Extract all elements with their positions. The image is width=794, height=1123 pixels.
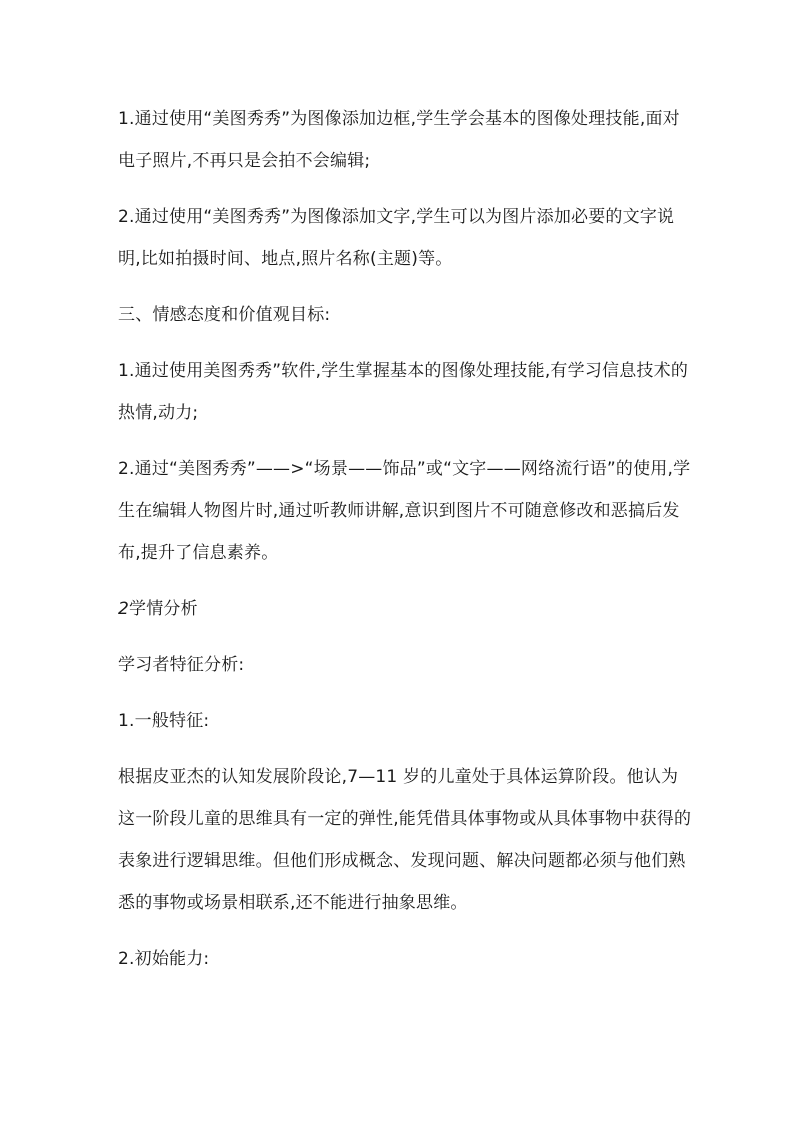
- section-title: 学情分析: [129, 599, 198, 619]
- heading-learner-analysis: [118, 588, 693, 630]
- heading-learner-features: 学习者特征分析:: [118, 655, 245, 675]
- paragraph-goal-border: 1.通过使用“美图秀秀”为图像添加边框,学生学会基本的图像处理技能,面对电子照片,不再只是会拍不会编辑;: [118, 109, 680, 171]
- paragraph-emotion-1: 1.通过使用美图秀秀”软件,学生掌握基本的图像处理技能,有学习信息技术的热情,动力;: [118, 361, 689, 423]
- heading-initial-ability: 2.初始能力:: [118, 949, 210, 969]
- paragraph-goal-text: 2.通过使用“美图秀秀”为图像添加文字,学生可以为图片添加必要的文字说明,比如拍摄时间、地点,照片名称(主题)等。: [118, 207, 675, 269]
- heading-emotion-goals: 三、情感态度和价值观目标:: [118, 305, 331, 325]
- heading-general-features: 1.一般特征:: [118, 711, 210, 731]
- document-body: [118, 98, 693, 994]
- paragraph-piaget: 根据皮亚杰的认知发展阶段论,7—11 岁的儿童处于具体运算阶段。他认为这一阶段儿童的思维具有一定的弹性,能凭借具体事物或从具体事物中获得的表象进行逻辑思维。但他们形成概念、发现问题、解决问题都必须与他们熟悉的事物或场景相联系,还不能进行抽象思维。: [118, 767, 692, 913]
- section-number: 2: [118, 599, 130, 619]
- paragraph-emotion-2: 2.通过“美图秀秀”——>“场景——饰品”或“文字——网络流行语”的使用,学生在编辑人物图片时,通过听教师讲解,意识到图片不可随意修改和恶搞后发布,提升了信息素养。: [118, 459, 691, 563]
